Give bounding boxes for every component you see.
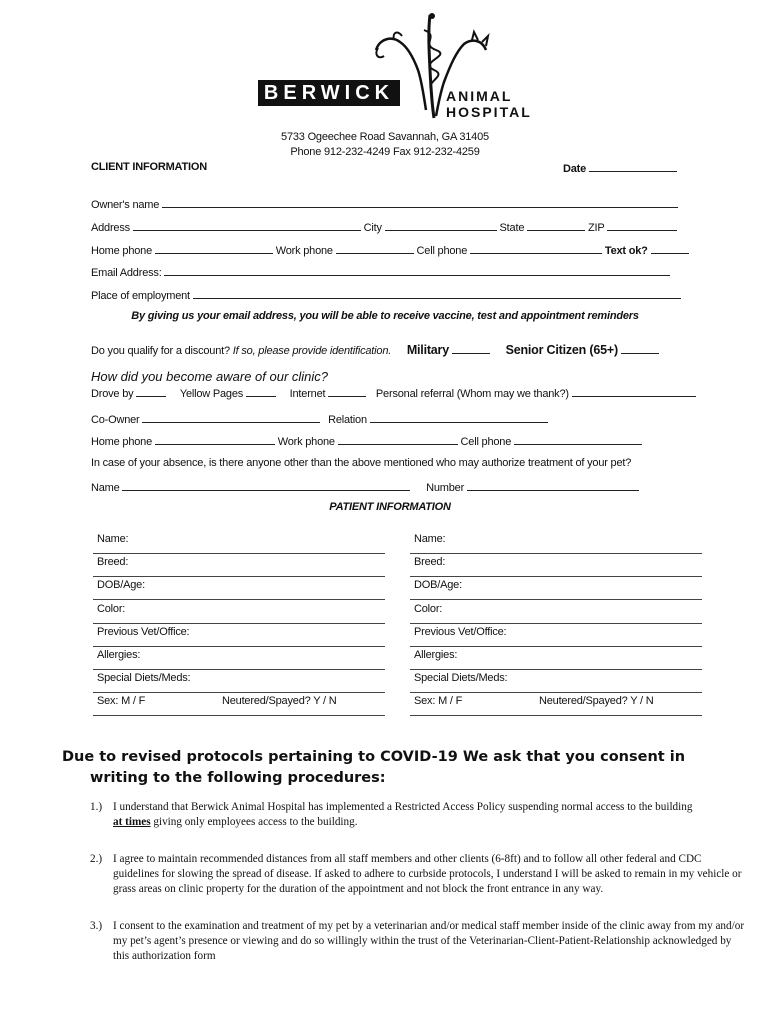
patient-field-line[interactable] [93, 669, 385, 670]
patient-field-label: DOB/Age: [414, 579, 462, 592]
covid-item-text: I consent to the examination and treatment of my pet by a veterinarian and/or medical staff member inside of the clinic away from my and/or my pet’s agent’s presence or viewing and do so willingly within the trust of the Veterinarian-Client-Patient-Relationship acknowledged by this authorization form [113, 920, 745, 962]
work-phone2-line[interactable] [338, 434, 458, 445]
relation-label: Relation [328, 414, 367, 426]
covid-item-3 [90, 919, 750, 964]
patient-field-line[interactable] [410, 576, 702, 577]
cell-phone2-label: Cell phone [460, 436, 512, 448]
patient-field-label: Allergies: [414, 649, 458, 661]
patient-field-label: Allergies: [97, 649, 141, 661]
referral-label: Personal referral (Whom may we thank?) [375, 388, 569, 400]
patient-field-line[interactable] [410, 669, 702, 670]
authorized-number-label: Number [426, 482, 465, 494]
cell-phone-label: Cell phone [416, 245, 468, 257]
patient-field-line [93, 715, 385, 716]
home-phone2-label: Home phone [91, 436, 152, 448]
drove-by-line[interactable] [136, 386, 166, 397]
discount-note: If so, please provide identification. [232, 345, 392, 357]
covid-item-number: 2.) [90, 853, 103, 865]
discount-row [91, 343, 659, 357]
state-label: State [499, 222, 525, 234]
patient-info-title: PATIENT INFORMATION [329, 501, 451, 513]
cell-phone2-line[interactable] [514, 434, 642, 445]
drove-by-label: Drove by [91, 388, 134, 400]
internet-label: Internet [289, 388, 326, 400]
authorized-number-line[interactable] [467, 480, 639, 491]
covid-item-text: I understand that Berwick Animal Hospital has implemented a Restricted Access Policy suspending normal access to the building [113, 801, 693, 813]
email-line[interactable] [164, 265, 670, 276]
patient-field-label: Special Diets/Meds: [414, 672, 508, 685]
client-info-title: CLIENT INFORMATION [91, 161, 207, 173]
address-label: Address [91, 222, 130, 234]
patient-field-line[interactable] [93, 576, 385, 577]
authorized-name-line[interactable] [122, 480, 410, 491]
patient-field-label: Special Diets/Meds: [97, 672, 191, 685]
patient-sex-field[interactable]: Sex: M / F [97, 695, 146, 708]
patient-field-line[interactable] [93, 692, 385, 693]
city-line[interactable] [385, 220, 497, 231]
co-owner-phone-row [91, 434, 642, 448]
date-label: Date [563, 163, 587, 175]
patient-field-line[interactable] [410, 623, 702, 624]
referral-line[interactable] [572, 386, 696, 397]
military-label: Military [406, 343, 449, 357]
patient-field-label: Breed: [97, 556, 129, 569]
logo-sub-hospital: HOSPITAL [446, 104, 532, 120]
covid-item-1 [90, 800, 750, 830]
referral-row [91, 386, 696, 400]
authorized-name-label: Name [91, 482, 120, 494]
address-line[interactable] [133, 220, 361, 231]
text-ok-line[interactable] [651, 243, 689, 254]
patient-field-line[interactable] [410, 692, 702, 693]
phone-row [91, 243, 689, 257]
patient-field-label: Previous Vet/Office: [414, 625, 507, 638]
clinic-address: 5733 Ogeechee Road Savannah, GA 31405 [281, 131, 489, 143]
address-row [91, 220, 677, 234]
date-input-line[interactable] [589, 161, 677, 172]
yellow-pages-label: Yellow Pages [179, 388, 244, 400]
employment-field[interactable] [91, 288, 681, 302]
co-owner-row [91, 412, 548, 426]
owner-name-field[interactable] [91, 197, 678, 211]
covid-title-line1: Due to revised protocols pertaining to COVID-19 We ask that you consent in [62, 749, 686, 765]
email-label: Email Address: [91, 267, 162, 279]
employment-label: Place of employment [91, 290, 190, 302]
senior-label: Senior Citizen (65+) [505, 343, 618, 357]
owner-name-line[interactable] [162, 197, 678, 208]
patient-sex-field[interactable]: Sex: M / F [414, 695, 463, 708]
discount-question: Do you qualify for a discount? [91, 345, 230, 357]
cell-phone-line[interactable] [470, 243, 602, 254]
patient-field-line[interactable] [410, 646, 702, 647]
home-phone-line[interactable] [155, 243, 273, 254]
relation-line[interactable] [370, 412, 548, 423]
patient-field-label: DOB/Age: [97, 579, 145, 592]
home-phone-label: Home phone [91, 245, 152, 257]
owner-name-label: Owner's name [91, 199, 160, 211]
zip-line[interactable] [607, 220, 677, 231]
covid-item-2 [90, 852, 750, 897]
email-field[interactable] [91, 265, 670, 279]
patient-field-label: Color: [97, 602, 126, 615]
logo-wordmark: BERWICK [258, 80, 400, 106]
covid-title [62, 747, 685, 789]
patient-field-label: Breed: [414, 556, 446, 569]
senior-line[interactable] [621, 343, 659, 354]
co-owner-line[interactable] [142, 412, 320, 423]
patient-field-line[interactable] [93, 623, 385, 624]
internet-line[interactable] [328, 386, 366, 397]
patient-neutered-field[interactable]: Neutered/Spayed? Y / N [222, 695, 337, 708]
logo-sub-animal: ANIMAL [446, 88, 513, 104]
covid-title-line2: writing to the following procedures: [90, 770, 386, 786]
zip-label: ZIP [587, 222, 605, 234]
text-ok-label: Text ok? [604, 245, 648, 257]
patient-field-line[interactable] [410, 599, 702, 600]
patient-field-line[interactable] [410, 553, 702, 554]
clinic-phone: Phone 912-232-4249 Fax 912-232-4259 [290, 146, 480, 158]
work-phone-line[interactable] [336, 243, 414, 254]
work-phone-label: Work phone [275, 245, 333, 257]
covid-item-text: I agree to maintain recommended distances from all staff members and other clients (6-8ft) and to follow all other federal and CDC guidelines for slowing the spread of disease. If asked to adhere to curbside protocols, I understand I will be asked to remain in my vehicle or grass areas on clinic property for the duration of the appointment and not block the front entrance in any way. [113, 853, 742, 895]
home-phone2-line[interactable] [155, 434, 275, 445]
military-line[interactable] [452, 343, 490, 354]
patient-field-label: Name: [414, 533, 446, 545]
patient-field-label: Previous Vet/Office: [97, 625, 190, 638]
covid-item-tail: giving only employees access to the building. [150, 816, 358, 828]
authorized-row [91, 480, 639, 494]
yellow-pages-line[interactable] [246, 386, 276, 397]
covid-item-number: 3.) [90, 920, 103, 932]
patient-field-line[interactable] [93, 646, 385, 647]
employment-line[interactable] [193, 288, 681, 299]
covid-item-emphasis: at times [113, 816, 151, 828]
city-label: City [363, 222, 382, 234]
patient-field-line[interactable] [93, 599, 385, 600]
email-reminder-note: By giving us your email address, you will be able to receive vaccine, test and appointment reminders [131, 310, 639, 322]
work-phone2-label: Work phone [277, 436, 335, 448]
covid-item-number: 1.) [90, 801, 103, 813]
patient-field-line[interactable] [93, 553, 385, 554]
patient-neutered-field[interactable]: Neutered/Spayed? Y / N [539, 695, 654, 708]
patient-field-label: Color: [414, 602, 443, 615]
date-field[interactable] [563, 161, 677, 175]
aware-question: How did you become aware of our clinic? [91, 369, 329, 384]
patient-field-label: Name: [97, 533, 129, 545]
absence-question: In case of your absence, is there anyone other than the above mentioned who may authorize treatment of your pet? [91, 457, 632, 469]
state-line[interactable] [527, 220, 585, 231]
co-owner-label: Co-Owner [91, 414, 140, 426]
patient-field-line [410, 715, 702, 716]
